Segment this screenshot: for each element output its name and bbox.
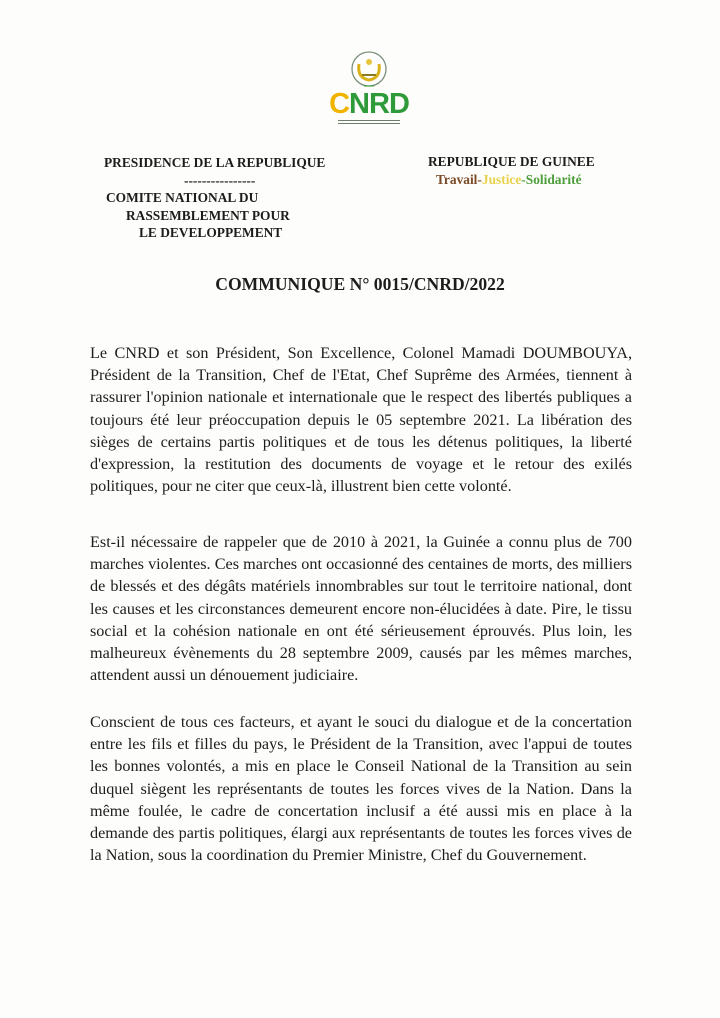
issuer-block	[98, 154, 358, 242]
paragraph-3: Conscient de tous ces facteurs, et ayant le souci du dialogue et de la concertation entre les fils et filles du pays, le Président de la Transition, avec l'appui de toutes les bonnes volontés, a mis en place le Conseil National de la Transition au sein duquel siègent les représentants de toutes les forces vives de la Nation. Dans la même foulée, le cadre de concertation inclusif a été aussi mis en place à la demande des partis politiques, élargi aux représentants de toutes les forces vives de la Nation, sous la coordination du Premier Ministre, Chef du Gouvernement.	[90, 713, 632, 865]
committee-line-2: RASSEMBLEMENT POUR	[126, 207, 290, 223]
national-motto	[428, 171, 595, 189]
motto-solidarite: -Solidarité	[521, 171, 582, 187]
motto-travail: Travail-	[436, 171, 482, 187]
presidence-line: PRESIDENCE DE LA REPUBLIQUE	[104, 155, 326, 170]
crest-icon	[326, 48, 412, 92]
country-block	[428, 153, 595, 188]
paragraph-2: Est-il nécessaire de rappeler que de 2010 à 2021, la Guinée a connu plus de 700 marches violentes. Ces marches ont occasionné des centaines de morts, des milliers de blessés et des dégâts matériels innombrables sur tout le territoire national, dont les causes et les circonstances demeurent encore non-élucidées à date. Pire, le tissu social et la cohésion nationale en ont été sérieusement éprouvés. Plus loin, les malheureux évènements du 28 septembre 2009, causés par les mêmes marches, attendent aussi un dénouement judiciaire.	[90, 533, 632, 685]
committee-line-1: COMITE NATIONAL DU	[106, 190, 259, 205]
logo-subtitle-lines	[338, 120, 400, 126]
cnrd-logo	[326, 48, 412, 128]
country-name: REPUBLIQUE DE GUINEE	[428, 154, 595, 169]
header-separator: ----------------	[184, 172, 256, 188]
logo-wordmark: CNRD	[329, 88, 409, 120]
committee-line-3: LE DEVELOPPEMENT	[139, 225, 283, 240]
paragraph-1: Le CNRD et son Président, Son Excellence, Colonel Mamadi DOUMBOUYA, Président de la Transition, Chef de l'Etat, Chef Suprême des Armées, tiennent à rassurer l'opinion nationale et internationale que le respect des libertés publiques a toujours été leur préoccupation depuis le 05 septembre 2021. La libération des sièges de certains partis politiques et de tous les détenus politiques, la liberté d'expression, la restitution des documents de voyage et le retour des exilés politiques, pour ne citer que ceux-là, illustrent bien cette volonté.	[90, 344, 632, 496]
motto-justice: Justice	[481, 171, 522, 187]
communique-title: COMMUNIQUE N° 0015/CNRD/2022	[215, 274, 505, 294]
